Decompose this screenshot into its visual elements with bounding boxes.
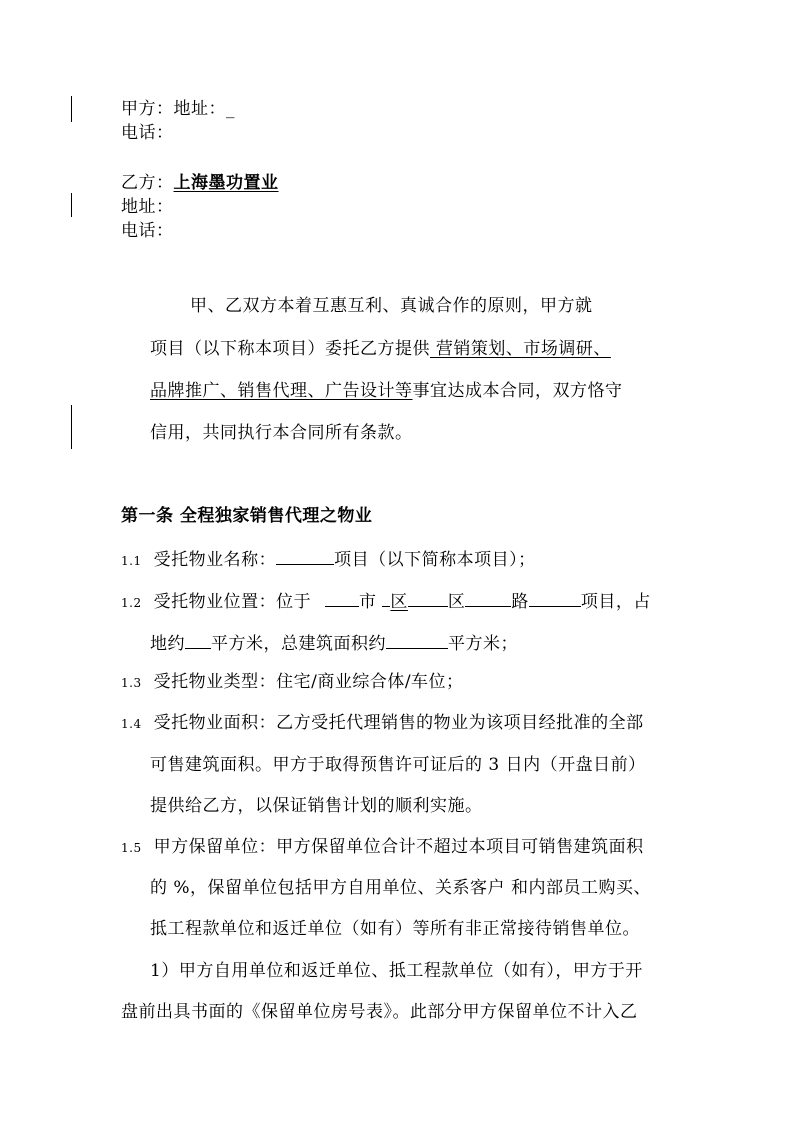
party-a-phone-label: 电话：	[121, 123, 174, 143]
clause-text: 1）甲方自用单位和返迁单位、抵工程款单位（如有），甲方于开	[150, 961, 643, 981]
clause-text: 平方米；	[448, 634, 518, 654]
clause-text: 抵工程款单位和返迁单位（如有）等所有非正常接待销售单位。	[150, 919, 640, 939]
clause-text: 路	[511, 592, 529, 612]
clause-text: 区	[390, 592, 408, 612]
clause-text: 项目（以下简称本项目）；	[334, 550, 536, 570]
intro-line-3	[150, 380, 623, 402]
intro-text: 甲、乙双方本着互惠互利、真诚合作的原则，甲方就	[190, 296, 593, 316]
party-a-line	[121, 98, 235, 120]
sub-item-1-cont	[121, 1001, 638, 1023]
revision-bar	[71, 193, 72, 217]
intro-text: 事宜达成本合同，双方恪守	[412, 381, 623, 401]
clause-1-5-cont	[150, 877, 651, 899]
clause-text: 提供给乙方，以保证销售计划的顺利实施。	[150, 796, 483, 816]
blank-field	[325, 589, 359, 607]
clause-1-4-cont	[150, 754, 646, 776]
intro-text: 项目（以下称本项目）委托乙方提供	[150, 339, 430, 359]
intro-service-list: 营销策划、市场调研、	[430, 339, 611, 359]
party-b-address	[121, 196, 174, 218]
intro-line-2	[150, 338, 611, 360]
clause-text: 的 %，保留单位包括甲方自用单位、关系客户 和内部员工购买、	[150, 878, 651, 898]
intro-line-1	[190, 295, 593, 317]
clause-1-3	[121, 671, 464, 694]
clause-text: 甲方保留单位：甲方保留单位合计不超过本项目可销售建筑面积	[153, 837, 644, 857]
clause-text: 区	[447, 592, 466, 612]
party-a-address-label: 地址：	[173, 99, 226, 119]
clause-1-2	[121, 589, 651, 614]
intro-line-4	[150, 422, 413, 444]
clause-text: 可售建筑面积。甲方于取得预售许可证后的 3 日内（开盘日前）	[150, 755, 646, 775]
party-b-name: 上海墨功置业	[173, 173, 279, 193]
party-a-label: 甲方：	[121, 99, 174, 119]
clause-number: 1.5	[121, 841, 142, 855]
clause-text: 受托物业位置：位于	[153, 592, 312, 612]
party-b-label: 乙方：	[121, 173, 174, 193]
revision-bar	[71, 96, 72, 122]
blank-field	[185, 631, 211, 649]
clause-1-1	[121, 547, 536, 572]
party-b-address-label: 地址：	[121, 197, 174, 217]
clause-number: 1.4	[121, 717, 142, 731]
intro-text: 信用，共同执行本合同所有条款。	[150, 423, 413, 443]
blank-field	[465, 589, 511, 607]
clause-text: 地约	[150, 634, 185, 654]
clause-text: 受托物业类型：住宅/商业综合体/车位；	[153, 672, 464, 692]
blank-field	[386, 631, 448, 649]
clause-text: 项目，占	[580, 592, 651, 612]
party-a-phone	[121, 122, 174, 144]
clause-number: 1.1	[121, 554, 142, 568]
blank-field	[529, 589, 581, 607]
clause-1-2-cont	[150, 631, 518, 655]
revision-bar	[71, 405, 72, 449]
clause-text: 平方米，总建筑面积约	[211, 634, 386, 654]
clause-text: 盘前出具书面的《保留单位房号表》。此部分甲方保留单位不计入乙	[121, 1002, 638, 1022]
clause-text: 市	[359, 592, 377, 612]
clause-1-5-cont	[150, 918, 640, 940]
clause-text: 受托物业名称：	[153, 550, 277, 570]
party-b-phone-label: 电话：	[121, 221, 174, 241]
clause-1-4-cont	[150, 795, 483, 817]
blank-field	[408, 589, 448, 607]
sub-item-1	[150, 960, 643, 982]
blank-field	[276, 547, 334, 565]
clause-1-5	[121, 836, 644, 859]
clause-1-4	[121, 712, 644, 735]
intro-service-list: 品牌推广、销售代理、广告设计等	[150, 381, 413, 401]
article-1-title: 第一条 全程独家销售代理之物业	[121, 506, 373, 526]
clause-text: 受托物业面积：乙方受托代理销售的物业为该项目经批准的全部	[153, 713, 644, 733]
clause-number: 1.3	[121, 676, 142, 690]
party-b-line	[121, 172, 279, 194]
party-b-phone	[121, 220, 174, 242]
clause-number: 1.2	[121, 596, 142, 610]
party-a-address-value: _	[226, 99, 235, 119]
